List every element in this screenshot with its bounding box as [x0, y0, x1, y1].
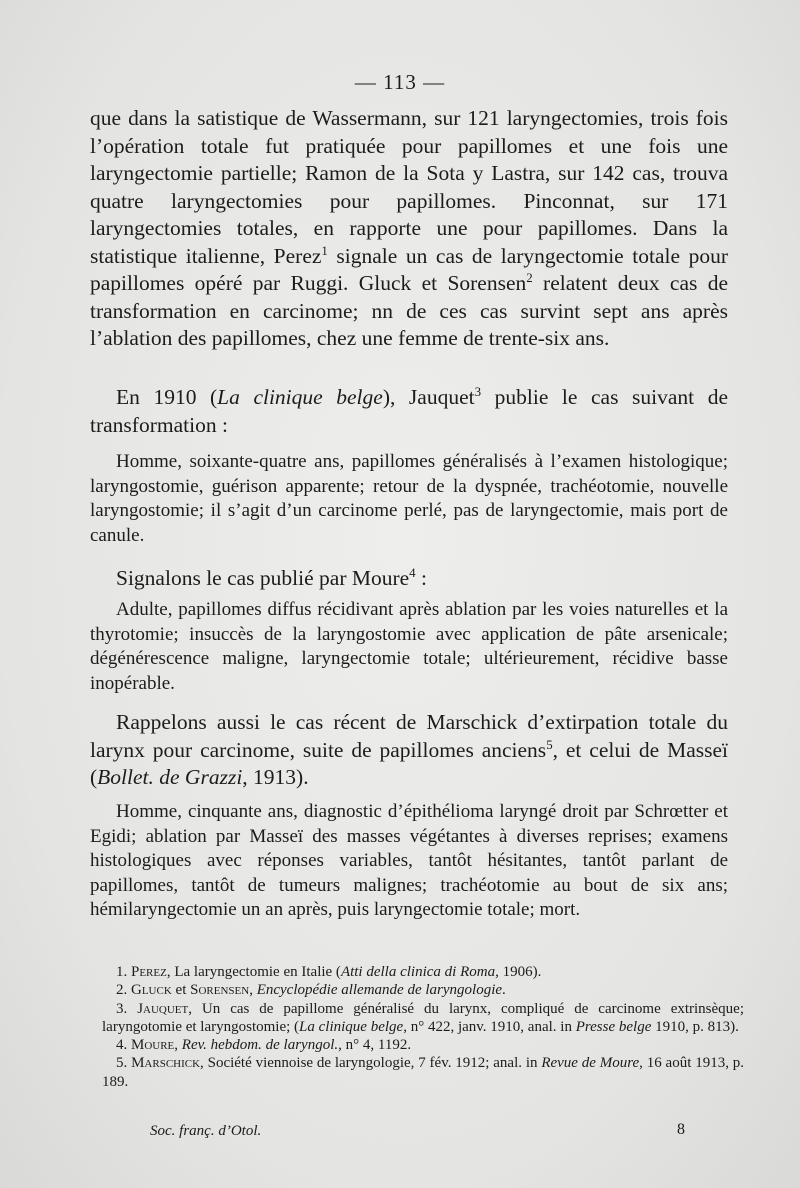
case-report-massei: Homme, cinquante ans, diagnostic d’épithélioma laryngé droit par Schrœtter et Egidi; ablation par Masseï des masses végétantes à diverses reprises; examens histologiques avec réponses variables, tantôt hésitantes, tantôt parlant de papillomes, tantôt de tumeurs malignes; trachéotomie au bout de six ans; hémilaryngectomie un an après, puis laryngectomie totale; mort.: [90, 801, 728, 921]
paragraph-jauquet: En 1910 (La clinique belge), Jauquet$^3$ publie le cas suivant de transformation :: [90, 384, 728, 437]
page-number: — 113 —: [354, 70, 446, 94]
footer-signature-number: 8: [677, 1121, 685, 1138]
footnote-ref-1[interactable]: 1: [321, 243, 328, 258]
footnote-ref-4[interactable]: 4: [409, 565, 416, 580]
footnote-2: 2. Gluck et Sorensen, Encyclopédie allemande de laryngologie.: [116, 982, 506, 999]
footnote-3: 3. Jauquet, Un cas de papillome généralisé du larynx, compliqué de carcinome extrinsèque; laryngotomie et laryngostomie; (La clinique belge, n° 422, janv. 1910, anal. in Presse belge 1910, p. 813).: [102, 1000, 744, 1035]
footnotes: [102, 963, 744, 1091]
paragraph-moure: Signalons le cas publié par Moure$^4$ :: [116, 565, 427, 590]
footnote-ref-3[interactable]: 3: [474, 384, 482, 399]
case-report-jauquet: Homme, soixante-quatre ans, papillomes généralisés à l’examen histologique; laryngostomie, guérison apparente; retour de la dyspnée, trachéotomie, nouvelle laryngostomie; il s’agit d’un carcinome perlé, pas de laryngectomie, mais port de canule.: [90, 451, 728, 546]
case-report-moure: Adulte, papillomes diffus récidivant après ablation par les voies naturelles et la thyrotomie; insuccès de la laryngostomie avec application de pâte arsenicale; dégénérescence maligne, laryngectomie totale; ultérieurement, récidive basse inopérable.: [90, 599, 728, 694]
footnote-5: 5. Marschick, Société viennoise de laryngologie, 7 fév. 1912; anal. in Revue de Moure, 16 août 1913, p. 189.: [102, 1055, 745, 1090]
footer-publication: Soc. franç. d’Otol.: [150, 1123, 262, 1139]
footnote-ref-2[interactable]: 2: [526, 270, 533, 285]
paragraph-marschick: Rappelons aussi le cas récent de Marschick d’extirpation totale du larynx pour carcinome, suite de papillomes anciens$^5$, et celui de Masseï (Bollet. de Grazzi, 1913).: [90, 710, 728, 789]
footnote-1: 1. Perez, La laryngectomie en Italie (Atti della clinica di Roma, 1906).: [116, 964, 542, 980]
footnote-4: 4. Moure, Rev. hebdom. de laryngol., n° 4, 1192.: [116, 1037, 412, 1054]
paragraph-statistics: que dans la satistique de Wassermann, sur 121 laryngectomies, trois fois l’opération totale fut pratiquée pour papillomes et une fois une laryngectomie partielle; Ramon de la Sota y Lastra, sur 142 cas, trouva quatre laryngectomies pour papillomes. Pinconnat, sur 171 laryngectomies totales, en rapporte une pour papillomes. Dans la statistique italienne, Perez$^1$ signale un cas de laryngectomie totale pour papillomes opéré par Ruggi. Gluck et Sorensen$^2$ relatent deux cas de transformation en carcinome; nn de ces cas survint sept ans après l’ablation des papillomes, chez une femme de trente-six ans.: [90, 106, 728, 350]
footnote-ref-5[interactable]: 5: [546, 737, 553, 752]
